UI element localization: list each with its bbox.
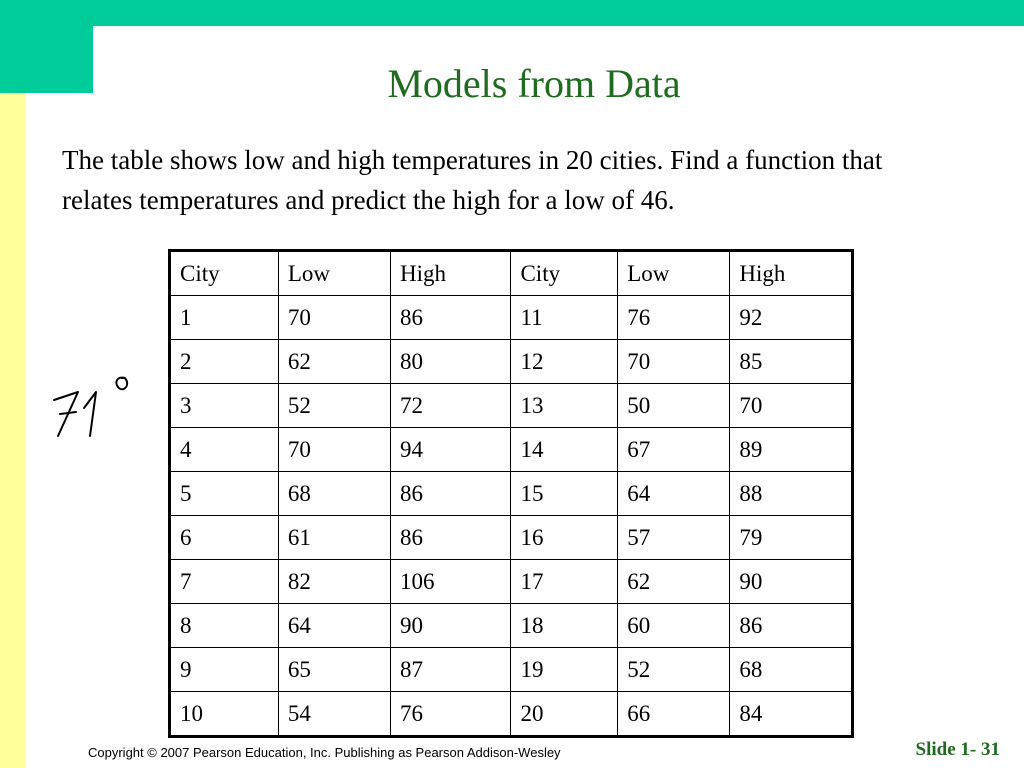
table-cell: 94 bbox=[391, 428, 511, 472]
table-cell: 57 bbox=[618, 516, 730, 560]
table-cell: 4 bbox=[170, 428, 279, 472]
handwritten-answer-annotation bbox=[48, 372, 148, 452]
table-cell: 1 bbox=[170, 296, 279, 340]
table-cell: 14 bbox=[511, 428, 618, 472]
header-cell: High bbox=[730, 251, 853, 296]
table-cell: 67 bbox=[618, 428, 730, 472]
table-row bbox=[170, 648, 853, 692]
table-cell: 20 bbox=[511, 692, 618, 737]
copyright-notice: Copyright © 2007 Pearson Education, Inc. Publishing as Pearson Addison-Wesley bbox=[88, 745, 561, 760]
table-cell: 86 bbox=[391, 296, 511, 340]
table-cell: 5 bbox=[170, 472, 279, 516]
header-cell: City bbox=[511, 251, 618, 296]
table-cell: 70 bbox=[730, 384, 853, 428]
table-row bbox=[170, 384, 853, 428]
table-row bbox=[170, 340, 853, 384]
table-cell: 86 bbox=[391, 516, 511, 560]
table-cell: 89 bbox=[730, 428, 853, 472]
table-cell: 88 bbox=[730, 472, 853, 516]
table-cell: 70 bbox=[618, 340, 730, 384]
table-cell: 7 bbox=[170, 560, 279, 604]
table-cell: 18 bbox=[511, 604, 618, 648]
table-cell: 62 bbox=[278, 340, 390, 384]
table-cell: 11 bbox=[511, 296, 618, 340]
slide-number: Slide 1- 31 bbox=[915, 739, 1000, 760]
table-cell: 60 bbox=[618, 604, 730, 648]
table-cell: 6 bbox=[170, 516, 279, 560]
table-cell: 86 bbox=[730, 604, 853, 648]
table-row bbox=[170, 604, 853, 648]
table-cell: 80 bbox=[391, 340, 511, 384]
table-cell: 8 bbox=[170, 604, 279, 648]
table-row bbox=[170, 516, 853, 560]
table-cell: 66 bbox=[618, 692, 730, 737]
table-cell: 64 bbox=[278, 604, 390, 648]
table-cell: 17 bbox=[511, 560, 618, 604]
table-cell: 52 bbox=[278, 384, 390, 428]
table-cell: 19 bbox=[511, 648, 618, 692]
table-cell: 79 bbox=[730, 516, 853, 560]
temperature-table bbox=[168, 249, 854, 738]
table-row bbox=[170, 692, 853, 737]
table-row bbox=[170, 560, 853, 604]
slide-title: Models from Data bbox=[387, 61, 681, 106]
header-cell: Low bbox=[618, 251, 730, 296]
table-cell: 72 bbox=[391, 384, 511, 428]
table-cell: 13 bbox=[511, 384, 618, 428]
table-cell: 2 bbox=[170, 340, 279, 384]
table-cell: 90 bbox=[730, 560, 853, 604]
table-cell: 61 bbox=[278, 516, 390, 560]
table-cell: 76 bbox=[391, 692, 511, 737]
table-cell: 86 bbox=[391, 472, 511, 516]
table-cell: 65 bbox=[278, 648, 390, 692]
table-cell: 3 bbox=[170, 384, 279, 428]
table-cell: 70 bbox=[278, 428, 390, 472]
table-row bbox=[170, 472, 853, 516]
table-cell: 52 bbox=[618, 648, 730, 692]
table-header-row bbox=[170, 251, 853, 296]
table-cell: 16 bbox=[511, 516, 618, 560]
table-cell: 70 bbox=[278, 296, 390, 340]
table-cell: 76 bbox=[618, 296, 730, 340]
temperature-table-body bbox=[170, 251, 853, 737]
table-cell: 50 bbox=[618, 384, 730, 428]
left-accent-bar bbox=[0, 0, 25, 768]
table-cell: 68 bbox=[730, 648, 853, 692]
table-cell: 92 bbox=[730, 296, 853, 340]
table-cell: 106 bbox=[391, 560, 511, 604]
table-cell: 64 bbox=[618, 472, 730, 516]
table-cell: 10 bbox=[170, 692, 279, 737]
table-cell: 85 bbox=[730, 340, 853, 384]
header-cell: Low bbox=[278, 251, 390, 296]
header-cell: City bbox=[170, 251, 279, 296]
table-cell: 84 bbox=[730, 692, 853, 737]
table-cell: 54 bbox=[278, 692, 390, 737]
table-cell: 90 bbox=[391, 604, 511, 648]
table-cell: 9 bbox=[170, 648, 279, 692]
table-cell: 62 bbox=[618, 560, 730, 604]
table-row bbox=[170, 296, 853, 340]
table-row bbox=[170, 428, 853, 472]
table-cell: 68 bbox=[278, 472, 390, 516]
top-accent-bar bbox=[0, 0, 1024, 26]
table-cell: 87 bbox=[391, 648, 511, 692]
header-cell: High bbox=[391, 251, 511, 296]
table-cell: 12 bbox=[511, 340, 618, 384]
table-cell: 82 bbox=[278, 560, 390, 604]
table-cell: 15 bbox=[511, 472, 618, 516]
problem-statement: The table shows low and high temperatures in 20 cities. Find a function that relates temperatures and predict the high for a low of 46. bbox=[62, 145, 883, 215]
